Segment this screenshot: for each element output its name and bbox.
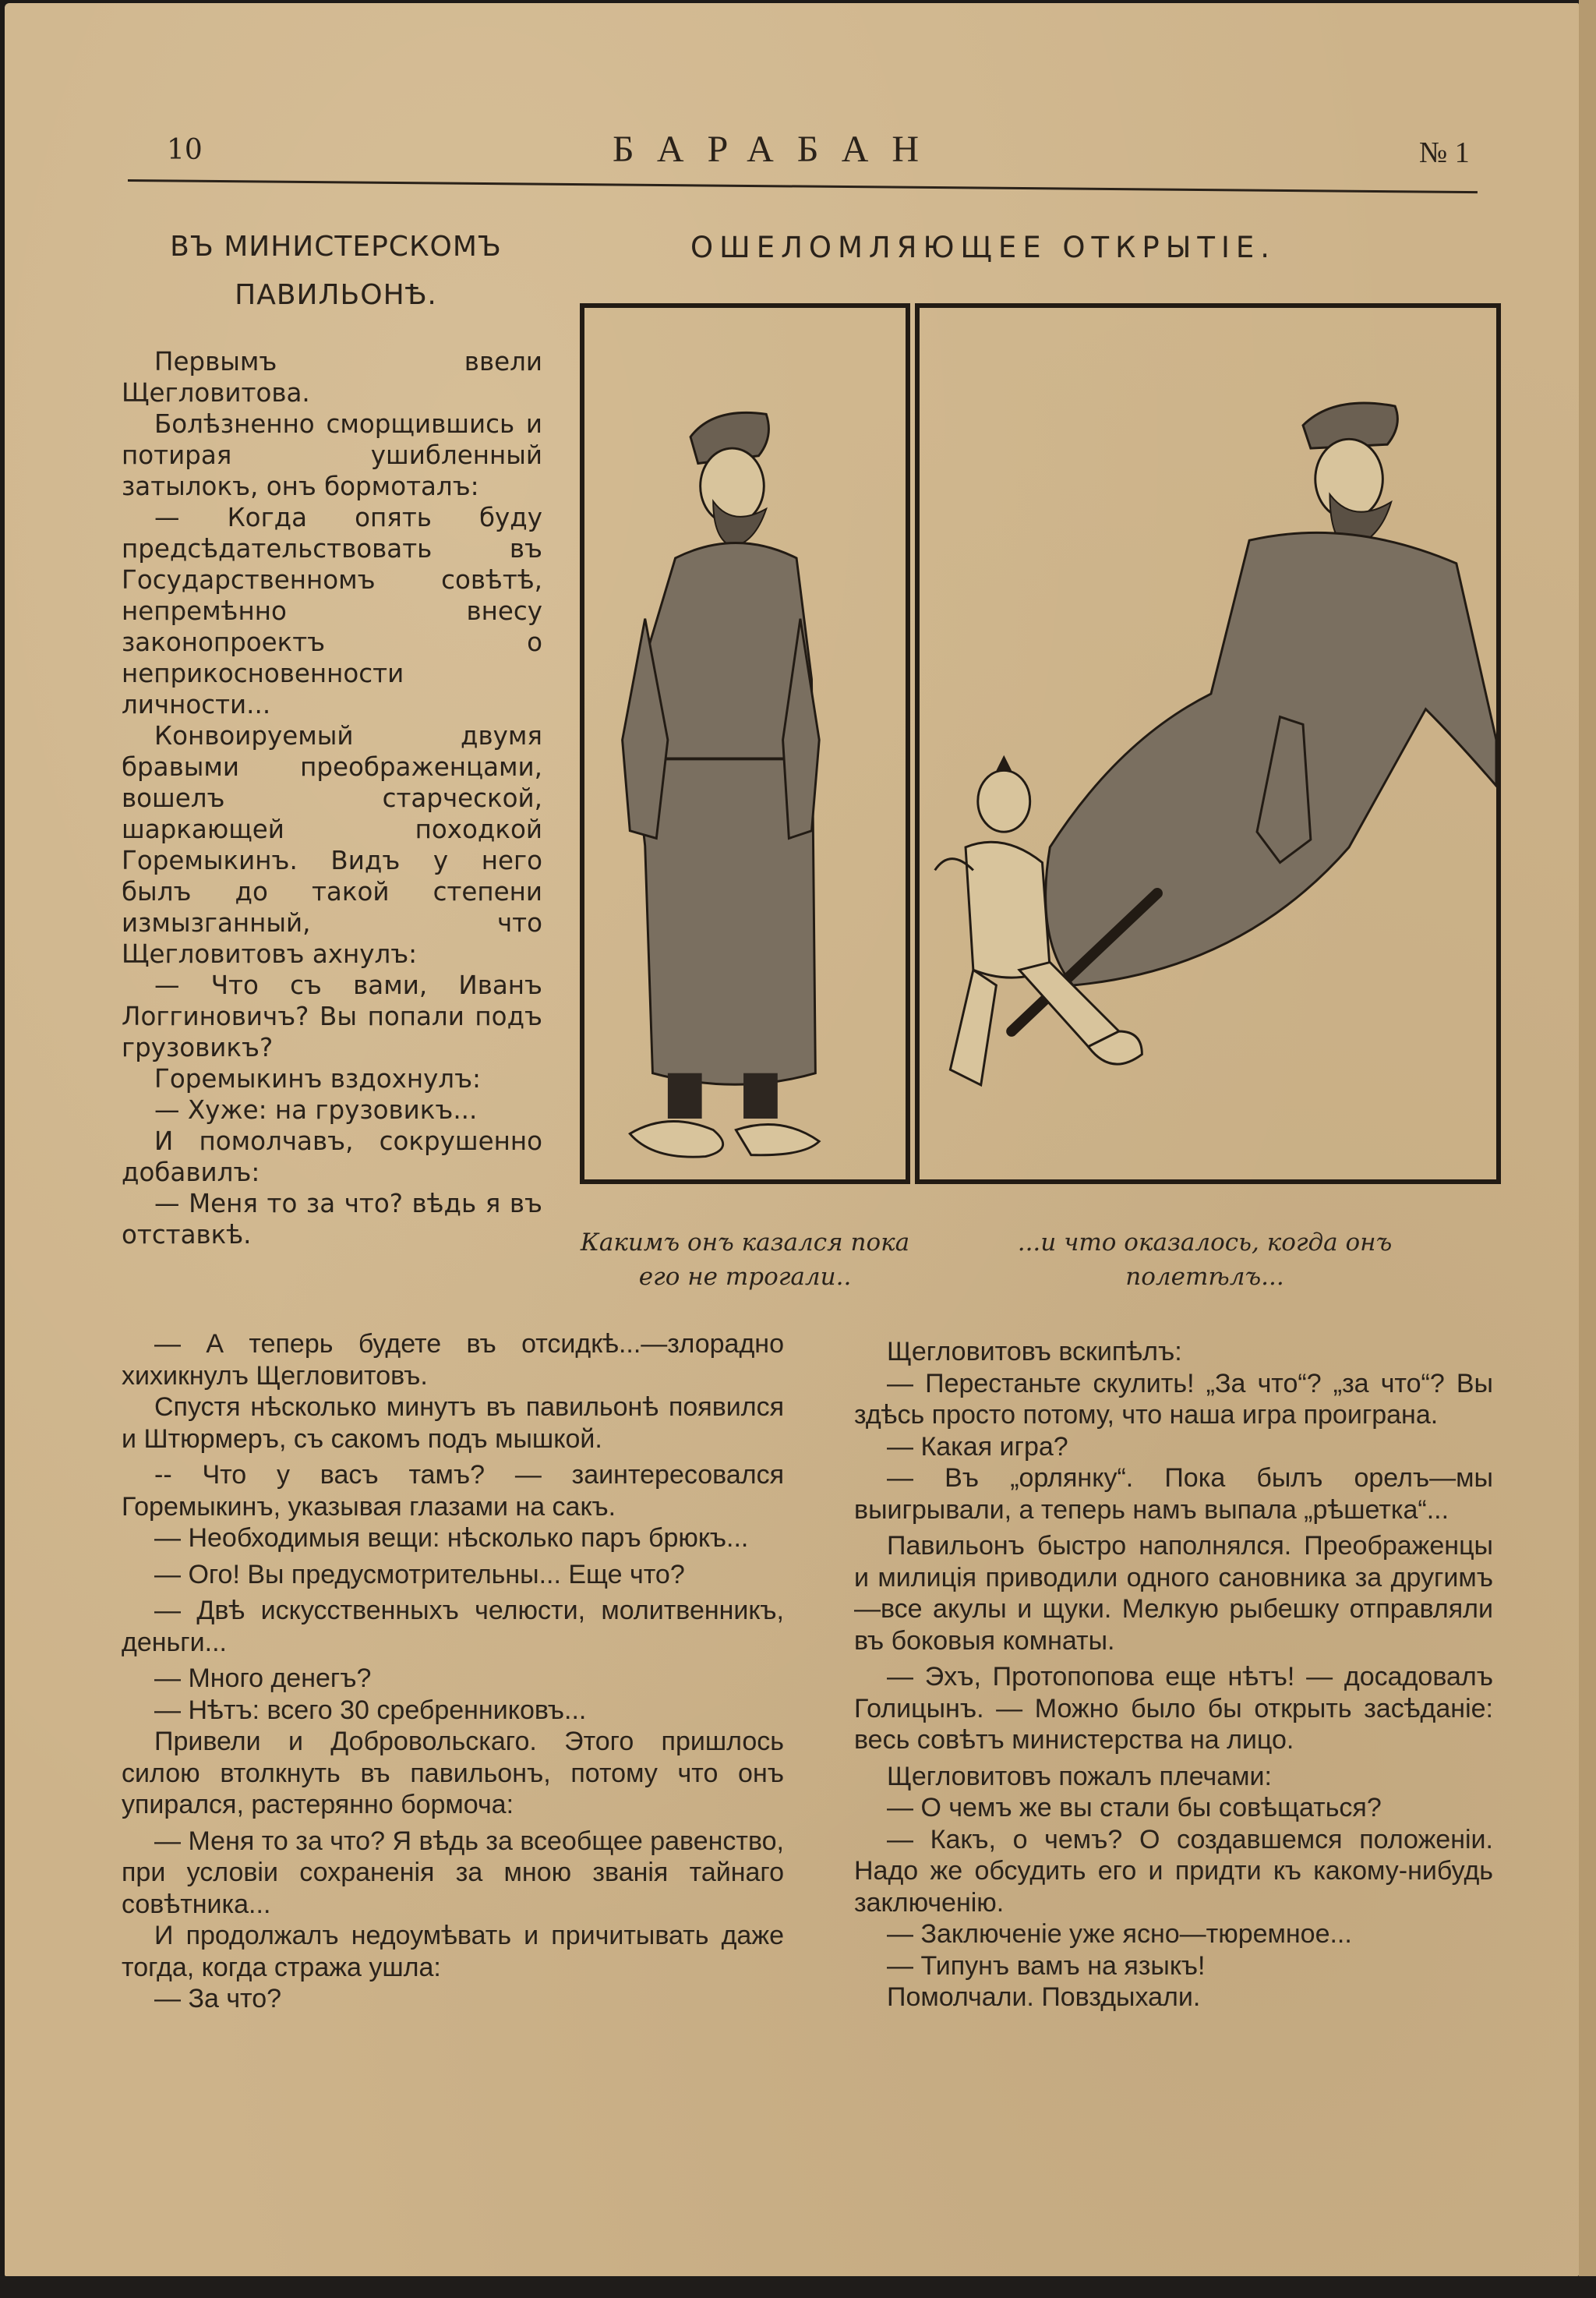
paragraph: — Заключеніе уже ясно—тюремное... bbox=[887, 1919, 1352, 1949]
paragraph: — Эхъ, Протопопова еще нѣтъ! — досадовалъ Голицынъ. — Можно было бы открыть засѣданіе: весь совѣтъ министерства на лицо. bbox=[854, 1662, 1493, 1755]
paragraph: Конвоируемый двумя бравыми преображенцами, вошелъ старческой, шаркающей походкой Горемыкинъ. Видъ у него былъ до такой степени измызганный, что Щегловитовъ ахнулъ: bbox=[122, 721, 542, 969]
issue-number: № 1 bbox=[1419, 136, 1470, 169]
paragraph: — Перестаньте скулить! „За что“? „за что“? Вы здѣсь просто потому, что наша игра проиграна. bbox=[854, 1368, 1493, 1430]
paragraph: Привели и Добровольскаго. Этого пришлось силою втолкнуть въ павильонъ, потому что онъ упирался, растерянно бормоча: bbox=[122, 1727, 784, 1819]
paragraph: — Необходимыя вещи: нѣсколько паръ брюкъ... bbox=[154, 1523, 749, 1553]
paragraph: — Ого! Вы предусмотрительны... Еще что? bbox=[154, 1559, 685, 1589]
left-column-bottom bbox=[122, 1328, 784, 2015]
masthead-title: БАРАБАН bbox=[613, 129, 943, 170]
paragraph: — Двѣ искусственныхъ челюсти, молитвенникъ, деньги... bbox=[122, 1596, 784, 1657]
paragraph: — А теперь будете въ отсидкѣ...—злорадно хихикнулъ Щегловитовъ. bbox=[122, 1329, 784, 1391]
paragraph: -- Что у васъ тамъ? — заинтересовался Горемыкинъ, указывая глазами на сакъ. bbox=[122, 1460, 784, 1522]
page-number: 10 bbox=[167, 134, 203, 166]
cartoon-illustration bbox=[580, 303, 1501, 1189]
paragraph: — Что съ вами, Иванъ Логгиновичъ? Вы попали подъ грузовикъ? bbox=[122, 970, 542, 1062]
standing-official-drawing bbox=[584, 308, 906, 1179]
paragraph: Первымъ ввели Щегловитова. bbox=[122, 347, 542, 408]
paragraph: — О чемъ же вы стали бы совѣщаться? bbox=[887, 1793, 1382, 1822]
cartoon-panel-left bbox=[580, 303, 910, 1184]
paragraph: — Много денегъ? bbox=[154, 1663, 372, 1693]
paragraph: — Меня то за что? вѣдь я въ отставкѣ. bbox=[122, 1189, 542, 1250]
paragraph: — Какая игра? bbox=[887, 1431, 1068, 1462]
header-rule bbox=[128, 179, 1478, 193]
paragraph: — Типунъ вамъ на языкъ! bbox=[887, 1950, 1206, 1981]
paragraph: — Меня то за что? Я вѣдь за всеобщее равенство, при условіи сохраненія за мною званія тайнаго совѣтника... bbox=[122, 1826, 784, 1919]
paragraph: — Какъ, о чемъ? О создавшемся положеніи. Надо же обсудить его и придти къ какому-нибудь заключенію. bbox=[854, 1824, 1493, 1918]
falling-official-drawing bbox=[920, 308, 1496, 1179]
paragraph: Болѣзненно сморщившись и потирая ушибленный затылокъ, онъ бормоталъ: bbox=[122, 409, 542, 501]
cartoon-panel-right bbox=[915, 303, 1501, 1184]
paragraph: — Въ „орлянку“. Пока былъ орелъ—мы выигрывали, а теперь намъ выпала „рѣшетка“... bbox=[854, 1463, 1493, 1525]
paragraph: И помолчавъ, сокрушенно добавилъ: bbox=[122, 1126, 542, 1187]
paragraph: Павильонъ быстро наполнялся. Преображенцы и милиція приводили одного сановника за другимъ—все акулы и щуки. Мелкую рыбешку отправляли въ боковыя комнаты. bbox=[854, 1531, 1493, 1656]
left-column-top bbox=[122, 346, 542, 1250]
paragraph: Помолчали. Повздыхали. bbox=[887, 1982, 1201, 2012]
cartoon-caption-left: Какимъ онъ казался пока его не трогали.. bbox=[580, 1229, 910, 1291]
paragraph: — Хуже: на грузовикъ... bbox=[154, 1095, 478, 1125]
left-article-title bbox=[122, 223, 550, 320]
paragraph: Щегловитовъ вскипѣлъ: bbox=[887, 1337, 1182, 1366]
paragraph: — За что? bbox=[154, 1984, 282, 2013]
right-article-title: ОШЕЛОМЛЯЮЩЕЕ ОТКРЫТІЕ. bbox=[690, 231, 1276, 264]
magazine-page bbox=[5, 3, 1579, 2276]
right-column bbox=[854, 1336, 1493, 2013]
paragraph: — Когда опять буду предсѣдательствовать въ Государственномъ совѣтѣ, непремѣнно внесу законопроектъ о неприкосновенности личности... bbox=[122, 503, 542, 719]
paragraph: Горемыкинъ вздохнулъ: bbox=[154, 1064, 481, 1094]
left-title-line-1: ВЪ МИНИСТЕРСКОМЪ bbox=[170, 231, 502, 263]
paragraph: Спустя нѣсколько минутъ въ павильонѣ появился и Штюрмеръ, съ сакомъ подъ мышкой. bbox=[122, 1392, 784, 1454]
paragraph: — Нѣтъ: всего 30 сребренниковъ... bbox=[154, 1695, 587, 1725]
paragraph: Щегловитовъ пожалъ плечами: bbox=[887, 1761, 1272, 1791]
left-title-line-2: ПАВИЛЬОНѢ. bbox=[235, 279, 437, 311]
paragraph: И продолжалъ недоумѣвать и причитывать даже тогда, когда стража ушла: bbox=[122, 1921, 784, 1982]
page-edge-right bbox=[1579, 0, 1596, 2298]
cartoon-caption-right: ...и что оказалось, когда онъ полетѣлъ... bbox=[1017, 1229, 1393, 1291]
scan-border-bottom bbox=[0, 2276, 1596, 2298]
